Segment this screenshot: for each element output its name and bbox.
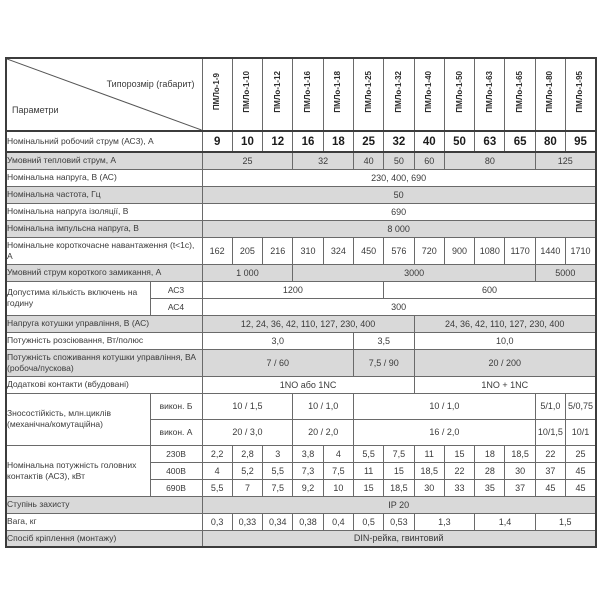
param-label: Номінальний робочий струм (АС3), А (6, 131, 202, 152)
column-header-label: ПМЛо-1-50 (454, 71, 464, 113)
sub-label: АС4 (150, 298, 202, 315)
column-header-label: ПМЛо-1-95 (575, 71, 585, 113)
param-label: Номінальна напруга ізоляції, В (6, 203, 202, 220)
column-header (263, 58, 293, 131)
value-cell: 5/0,75 (566, 393, 596, 419)
sub-label: викон. Б (150, 393, 202, 419)
value-cell: 310 (293, 237, 323, 264)
value-cell: 10/1,5 (535, 419, 565, 445)
value-cell: 7,5 (384, 445, 414, 462)
value-cell: 63 (475, 131, 505, 152)
value-cell: 1NO + 1NC (414, 376, 596, 393)
value-cell: 125 (535, 152, 596, 169)
param-label: Номінальна частота, Гц (6, 186, 202, 203)
value-cell: 0,53 (384, 513, 414, 530)
param-label: Номінальна потужність головних контактів (АС3), кВт (6, 445, 150, 496)
column-header-label: ПМЛо-1-12 (272, 71, 282, 113)
diagonal-line (7, 59, 202, 130)
value-cell: 12 (263, 131, 293, 152)
value-cell: 22 (444, 462, 474, 479)
value-cell: 1200 (202, 281, 384, 298)
value-cell: 50 (202, 186, 596, 203)
param-label: Зносостійкість, млн.циклів (механічна/комутаційна) (6, 393, 150, 445)
value-cell: 0,5 (353, 513, 383, 530)
value-cell: 40 (414, 131, 444, 152)
value-cell: 690 (202, 203, 596, 220)
value-cell: 9,2 (293, 479, 323, 496)
value-cell: 12, 24, 36, 42, 110, 127, 230, 400 (202, 315, 414, 332)
param-label: Ступінь захисту (6, 496, 202, 513)
sub-label: 690В (150, 479, 202, 496)
column-header (293, 58, 323, 131)
value-cell: 32 (384, 131, 414, 152)
value-cell: 11 (353, 462, 383, 479)
value-cell: 5,5 (353, 445, 383, 462)
corner-cell (6, 58, 202, 131)
value-cell: 40 (353, 152, 383, 169)
value-cell: 205 (232, 237, 262, 264)
value-cell: 720 (414, 237, 444, 264)
value-cell: 7,5 (263, 479, 293, 496)
sub-label: викон. А (150, 419, 202, 445)
value-cell: 1NO або 1NC (202, 376, 414, 393)
column-header-label: ПМЛо-1-32 (393, 71, 403, 113)
value-cell: 25 (566, 445, 596, 462)
value-cell: 1,5 (535, 513, 596, 530)
value-cell: 15 (353, 479, 383, 496)
value-cell: 300 (202, 298, 596, 315)
corner-top-label: Типорозмір (габарит) (106, 79, 195, 89)
value-cell: 2,8 (232, 445, 262, 462)
corner-bottom-label: Параметри (12, 105, 59, 115)
value-cell: 45 (566, 479, 596, 496)
column-header-label: ПМЛо-1-16 (303, 71, 313, 113)
param-label: Напруга котушки управління, В (АС) (6, 315, 202, 332)
value-cell: 32 (293, 152, 354, 169)
value-cell: 80 (535, 131, 565, 152)
value-cell: 0,34 (263, 513, 293, 530)
param-label: Номінальна імпульсна напруга, В (6, 220, 202, 237)
column-header (353, 58, 383, 131)
value-cell: 28 (475, 462, 505, 479)
value-cell: 45 (566, 462, 596, 479)
value-cell: 20 / 200 (414, 349, 596, 376)
value-cell: 10 / 1,0 (353, 393, 535, 419)
value-cell: 30 (414, 479, 444, 496)
value-cell: 30 (505, 462, 535, 479)
value-cell: 20 / 2,0 (293, 419, 354, 445)
column-header (414, 58, 444, 131)
param-label: Потужність розсіювання, Вт/полюс (6, 332, 202, 349)
param-label: Умовний тепловий струм, А (6, 152, 202, 169)
column-header (475, 58, 505, 131)
value-cell: 24, 36, 42, 110, 127, 230, 400 (414, 315, 596, 332)
column-header (505, 58, 535, 131)
value-cell: 4 (202, 462, 232, 479)
value-cell: 3 (263, 445, 293, 462)
value-cell: 37 (505, 479, 535, 496)
column-header-label: ПМЛо-1-65 (515, 71, 525, 113)
value-cell: 15 (384, 462, 414, 479)
value-cell: 1440 (535, 237, 565, 264)
value-cell: 7 (232, 479, 262, 496)
value-cell: 20 / 3,0 (202, 419, 293, 445)
value-cell: 10,0 (414, 332, 596, 349)
value-cell: 10 (323, 479, 353, 496)
value-cell: 3000 (293, 264, 535, 281)
value-cell: IP 20 (202, 496, 596, 513)
value-cell: 216 (263, 237, 293, 264)
sub-label: АС3 (150, 281, 202, 298)
value-cell: 324 (323, 237, 353, 264)
spec-table (5, 57, 597, 548)
value-cell: 9 (202, 131, 232, 152)
column-header-label: ПМЛо-1-18 (333, 71, 343, 113)
column-header-label: ПМЛо-1-9 (212, 73, 222, 111)
column-header (202, 58, 232, 131)
param-label: Умовний струм короткого замикання, А (6, 264, 202, 281)
value-cell: 18,5 (414, 462, 444, 479)
param-label: Номінальна напруга, В (АС) (6, 169, 202, 186)
value-cell: 35 (475, 479, 505, 496)
value-cell: 162 (202, 237, 232, 264)
value-cell: 7,3 (293, 462, 323, 479)
value-cell: 18 (323, 131, 353, 152)
value-cell: 450 (353, 237, 383, 264)
param-label: Номінальне короткочасне навантаження (t<1с), А (6, 237, 202, 264)
value-cell: 5,5 (263, 462, 293, 479)
value-cell: 65 (505, 131, 535, 152)
value-cell: 33 (444, 479, 474, 496)
column-header-label: ПМЛо-1-25 (363, 71, 373, 113)
value-cell: 18,5 (505, 445, 535, 462)
value-cell: 45 (535, 479, 565, 496)
value-cell: 576 (384, 237, 414, 264)
param-label: Потужність споживання котушки управління, ВА (робоча/пускова) (6, 349, 202, 376)
value-cell: 1080 (475, 237, 505, 264)
value-cell: 25 (353, 131, 383, 152)
value-cell: 22 (535, 445, 565, 462)
value-cell: 3,0 (202, 332, 353, 349)
value-cell: 8 000 (202, 220, 596, 237)
value-cell: 10 (232, 131, 262, 152)
value-cell: 80 (444, 152, 535, 169)
value-cell: 37 (535, 462, 565, 479)
value-cell: 15 (444, 445, 474, 462)
value-cell: 2,2 (202, 445, 232, 462)
column-header-label: ПМЛо-1-63 (484, 71, 494, 113)
value-cell: 1 000 (202, 264, 293, 281)
value-cell: 900 (444, 237, 474, 264)
value-cell: 16 (293, 131, 323, 152)
value-cell: 0,38 (293, 513, 323, 530)
value-cell: 3,5 (353, 332, 414, 349)
value-cell: 7,5 / 90 (353, 349, 414, 376)
value-cell: 50 (444, 131, 474, 152)
value-cell: 10 / 1,0 (293, 393, 354, 419)
value-cell: 5000 (535, 264, 596, 281)
value-cell: 5,5 (202, 479, 232, 496)
column-header (384, 58, 414, 131)
value-cell: 0,33 (232, 513, 262, 530)
value-cell: 10/1 (566, 419, 596, 445)
value-cell: 50 (384, 152, 414, 169)
value-cell: 5,2 (232, 462, 262, 479)
value-cell: 1170 (505, 237, 535, 264)
value-cell: 7 / 60 (202, 349, 353, 376)
value-cell: 11 (414, 445, 444, 462)
value-cell: 0,4 (323, 513, 353, 530)
column-header-label: ПМЛо-1-80 (545, 71, 555, 113)
column-header (566, 58, 596, 131)
value-cell: 3,8 (293, 445, 323, 462)
value-cell: DIN-рейка, гвинтовий (202, 530, 596, 547)
value-cell: 25 (202, 152, 293, 169)
value-cell: 10 / 1,5 (202, 393, 293, 419)
param-label: Допустима кількість включень на годину (6, 281, 150, 315)
value-cell: 95 (566, 131, 596, 152)
param-label: Додаткові контакти (вбудовані) (6, 376, 202, 393)
param-label: Вага, кг (6, 513, 202, 530)
value-cell: 600 (384, 281, 596, 298)
value-cell: 1,3 (414, 513, 475, 530)
value-cell: 18 (475, 445, 505, 462)
value-cell: 0,3 (202, 513, 232, 530)
value-cell: 1710 (566, 237, 596, 264)
value-cell: 16 / 2,0 (353, 419, 535, 445)
column-header (232, 58, 262, 131)
column-header (323, 58, 353, 131)
value-cell: 4 (323, 445, 353, 462)
value-cell: 18,5 (384, 479, 414, 496)
value-cell: 1,4 (475, 513, 536, 530)
column-header (444, 58, 474, 131)
column-header-label: ПМЛо-1-10 (242, 71, 252, 113)
value-cell: 230, 400, 690 (202, 169, 596, 186)
value-cell: 5/1,0 (535, 393, 565, 419)
value-cell: 60 (414, 152, 444, 169)
column-header-label: ПМЛо-1-40 (424, 71, 434, 113)
sub-label: 400В (150, 462, 202, 479)
param-label: Спосіб кріплення (монтажу) (6, 530, 202, 547)
column-header (535, 58, 565, 131)
sub-label: 230В (150, 445, 202, 462)
value-cell: 7,5 (323, 462, 353, 479)
